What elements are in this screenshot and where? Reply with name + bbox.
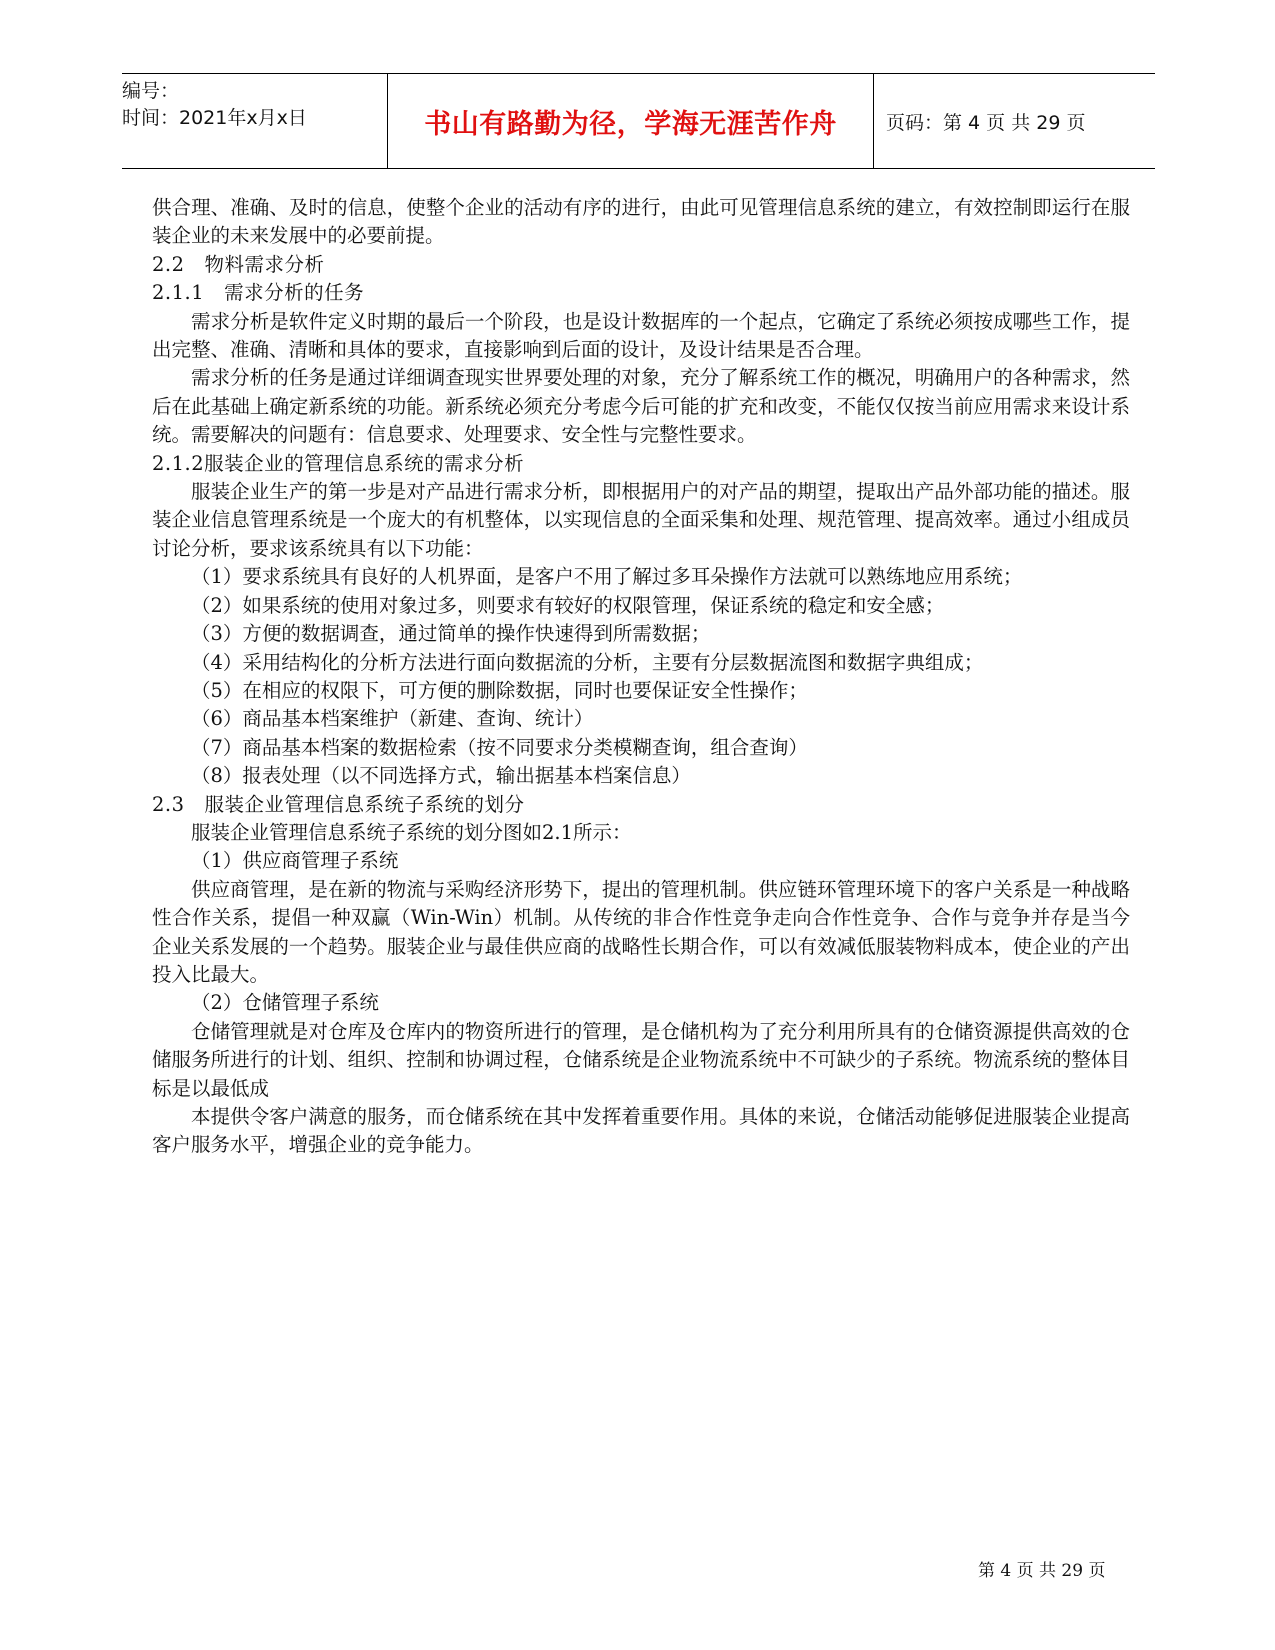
document-body <box>152 194 1130 1160</box>
paragraph: 本提供令客户满意的服务，而仓储系统在其中发挥着重要作用。具体的来说，仓储活动能够促进服装企业提高客户服务水平，增强企业的竞争能力。 <box>152 1105 1130 1157</box>
document-time-label: 时间：2021年x月x日 <box>122 107 307 129</box>
header-page-label: 页码：第 4 页 共 29 页 <box>886 111 1086 134</box>
paragraph: 需求分析的任务是通过详细调查现实世界要处理的对象，充分了解系统工作的概况，明确用户的各种需求，然后在此基础上确定新系统的功能。新系统必须充分考虑今后可能的扩充和改变，不能仅仅按当前应用需求来设计系统。需要解决的问题有：信息要求、处理要求、安全性与完整性要求。 <box>152 366 1130 447</box>
paragraph: 需求分析是软件定义时期的最后一个阶段，也是设计数据库的一个起点，它确定了系统必须按成哪些工作，提出完整、准确、清晰和具体的要求，直接影响到后面的设计，及设计结果是否合理。 <box>152 309 1130 362</box>
list-item: （3）方便的数据调查，通过简单的操作快速得到所需数据； <box>191 622 711 646</box>
list-item: （8）报表处理（以不同选择方式，输出据基本档案信息） <box>191 764 691 788</box>
paragraph: 供合理、准确、及时的信息，使整个企业的活动有序的进行，由此可见管理信息系统的建立，有效控制即运行在服装企业的未来发展中的必要前提。 <box>152 196 1130 248</box>
list-item: （5）在相应的权限下，可方便的删除数据，同时也要保证安全性操作； <box>191 678 808 702</box>
document-number-label: 编号： <box>122 80 180 102</box>
section-heading-2-1-2: 2.1.2服装企业的管理信息系统的需求分析 <box>152 451 525 475</box>
header-info <box>122 74 387 168</box>
list-item: （6）商品基本档案维护（新建、查询、统计） <box>191 707 594 731</box>
paragraph: 服装企业管理信息系统子系统的划分图如2.1所示： <box>191 820 632 844</box>
paragraph: 供应商管理，是在新的物流与采购经济形势下，提出的管理机制。供应链环管理环境下的客户关系是一种战略性合作关系，提倡一种双赢（Win-Win）机制。从传统的非合作性竞争走向合作性竞争、合作与竞争并存是当今企业关系发展的一个趋势。服装企业与最佳供应商的战略性长期合作，可以有效减低服装物料成本，使企业的产出投入比最大。 <box>152 877 1130 986</box>
paragraph: 服装企业生产的第一步是对产品进行需求分析，即根据用户的对产品的期望，提取出产品外部功能的描述。服装企业信息管理系统是一个庞大的有机整体，以实现信息的全面采集和处理、规范管理、提高效率。通过小组成员讨论分析，要求该系统具有以下功能： <box>152 480 1130 560</box>
list-item: （1）要求系统具有良好的人机界面，是客户不用了解过多耳朵操作方法就可以熟练地应用系统； <box>191 565 1023 589</box>
section-heading-2-3: 2.3 服装企业管理信息系统子系统的划分 <box>152 792 525 816</box>
header-motto: 书山有路勤为径，学海无涯苦作舟 <box>387 74 874 168</box>
page-footer: 第 4 页 共 29 页 <box>978 1561 1106 1581</box>
list-item: （4）采用结构化的分析方法进行面向数据流的分析，主要有分层数据流图和数据字典组成； <box>191 650 984 674</box>
page-header <box>122 73 1155 169</box>
list-item: （7）商品基本档案的数据检索（按不同要求分类模糊查询，组合查询） <box>191 735 808 759</box>
subsection-heading-supplier: （1）供应商管理子系统 <box>191 849 399 873</box>
subsection-heading-warehouse: （2）仓储管理子系统 <box>191 991 379 1015</box>
list-item: （2）如果系统的使用对象过多，则要求有较好的权限管理，保证系统的稳定和安全感； <box>191 593 945 617</box>
paragraph: 仓储管理就是对仓库及仓库内的物资所进行的管理，是仓储机构为了充分利用所具有的仓储资源提供高效的仓储服务所进行的计划、组织、控制和协调过程，仓储系统是企业物流系统中不可缺少的子系统。物流系统的整体目标是以最低成 <box>152 1019 1130 1100</box>
section-heading-2-1-1: 2.1.1 需求分析的任务 <box>152 281 365 305</box>
section-heading-2-2: 2.2 物料需求分析 <box>152 252 325 276</box>
